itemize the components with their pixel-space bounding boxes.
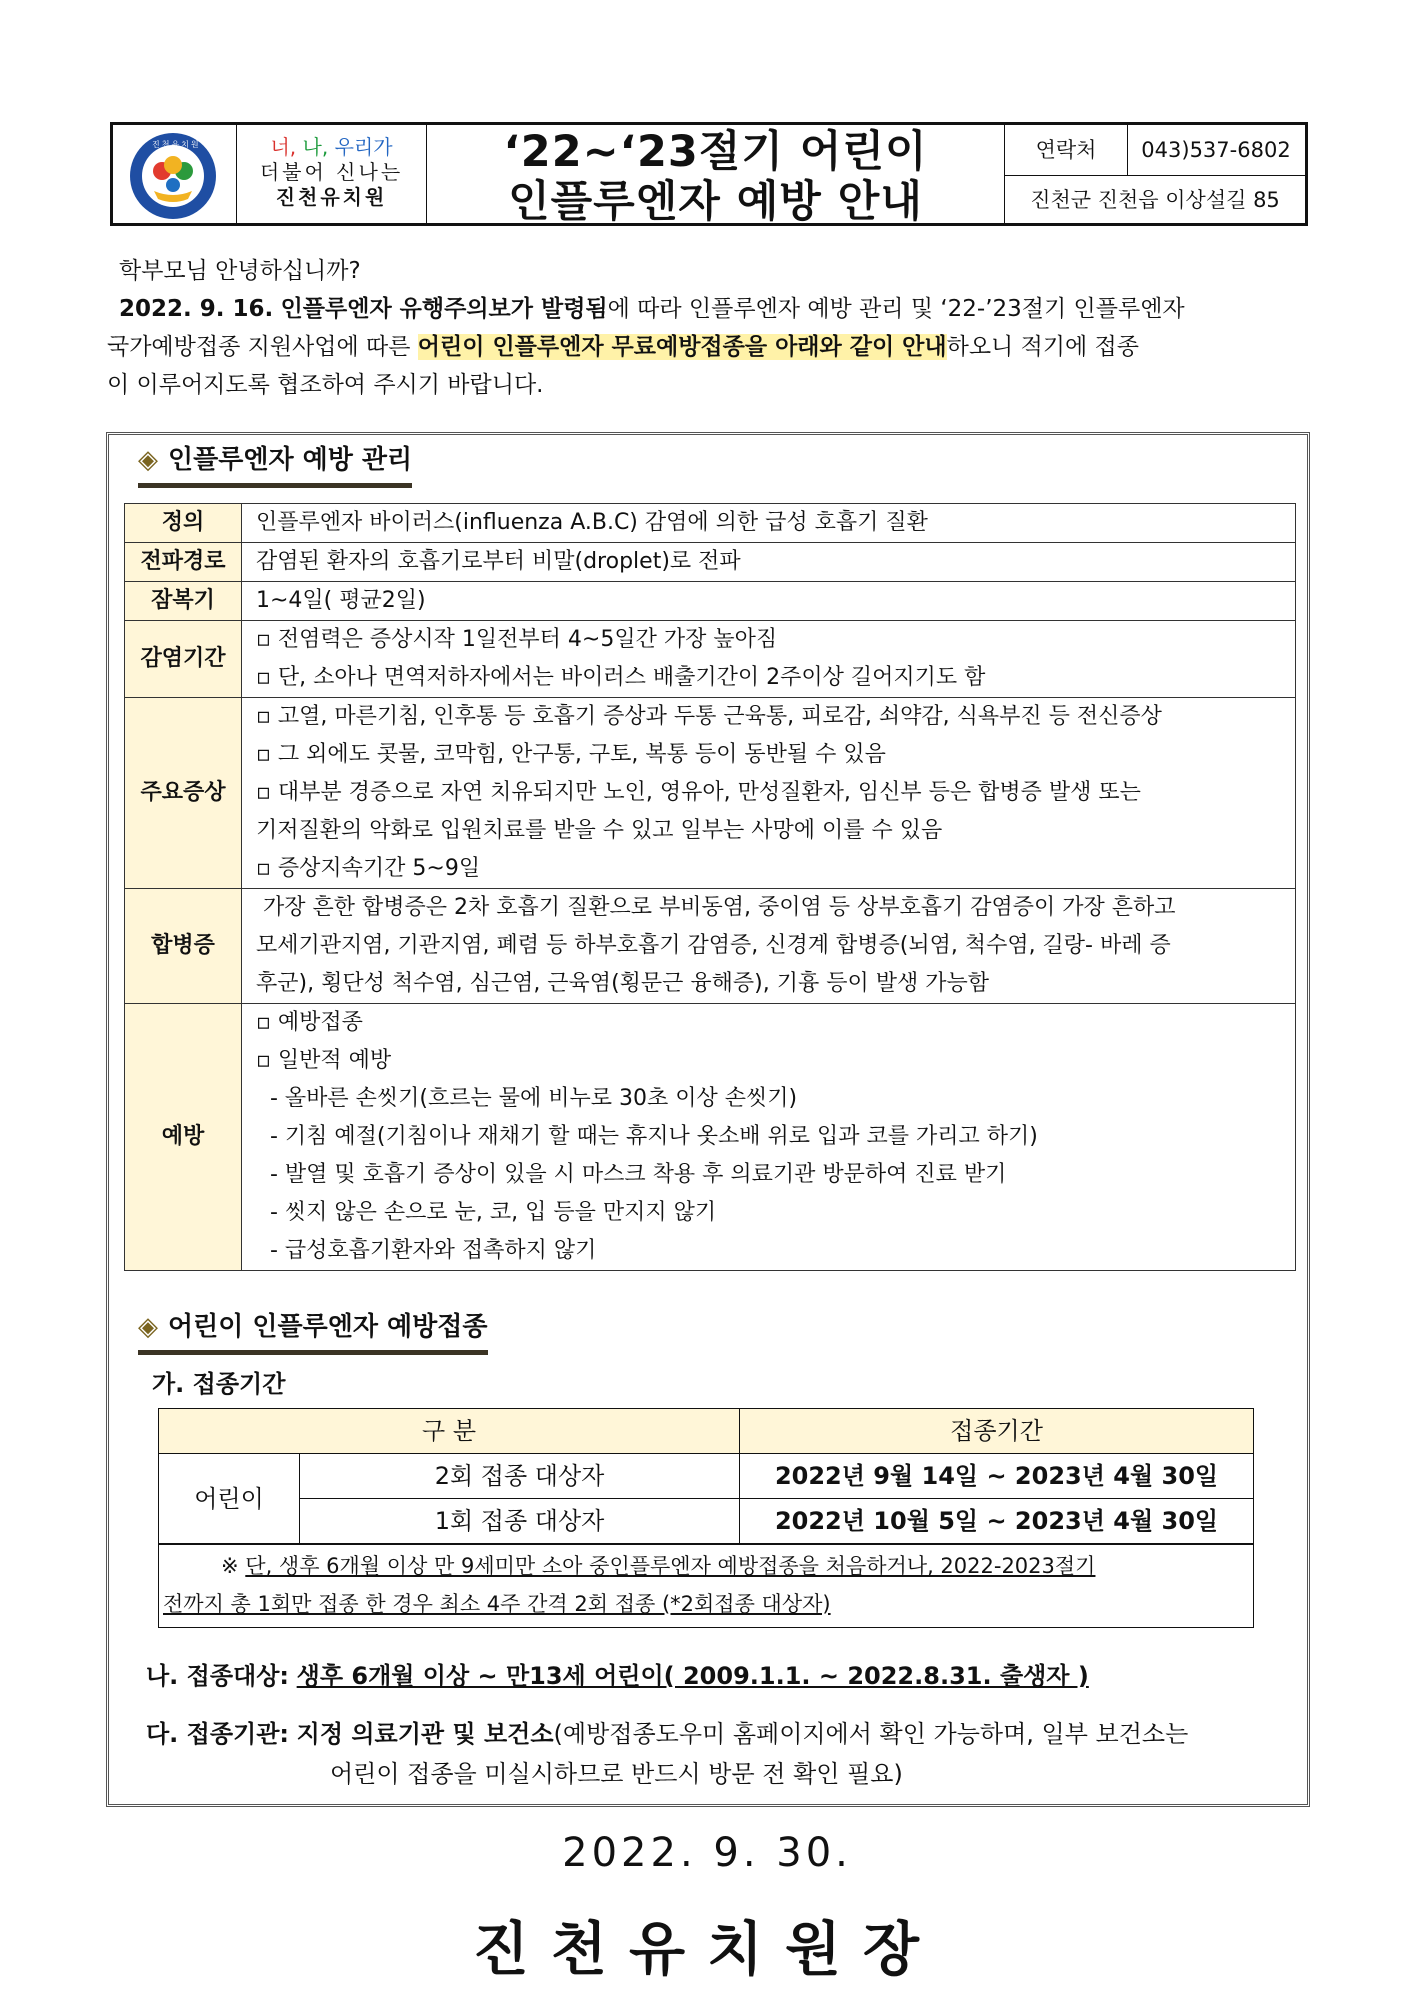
table-row xyxy=(125,504,1296,543)
content-line: 가장 흔한 합병증은 2차 호흡기 질환으로 부비동염, 중이염 등 상부호흡기 감염증이 가장 흔하고 xyxy=(256,895,1176,920)
row-content xyxy=(242,621,1296,698)
contact-phone: 043)537-6802 xyxy=(1141,138,1291,162)
note-line1 xyxy=(163,1547,1249,1585)
row-content xyxy=(242,543,1296,582)
section2-title xyxy=(138,1310,488,1355)
row1-label: 2회 접종 대상자 xyxy=(300,1454,740,1499)
institution-rest: (예방접종도우미 홈페이지에서 확인 가능하며, 일부 보건소는 xyxy=(553,1720,1189,1748)
address: 진천군 진천읍 이상설길 85 xyxy=(1030,188,1280,212)
table-row xyxy=(125,1004,1296,1271)
row-label: 감염기간 xyxy=(125,621,242,698)
sub-ga: 가. 접종기간 xyxy=(152,1370,286,1398)
institution-bold: 지정 의료기관 및 보건소 xyxy=(296,1720,554,1748)
intro-line2 xyxy=(107,328,1307,366)
header-table xyxy=(110,122,1308,226)
greeting: 학부모님 안녕하십니까? xyxy=(119,258,361,284)
intro xyxy=(107,252,1307,404)
content-line: 후군), 횡단성 척수염, 심근염, 근육염(횡문근 융해증), 기흉 등이 발생 가능함 xyxy=(256,971,989,996)
diamond-icon: ◈ xyxy=(138,445,158,475)
row-content xyxy=(242,1004,1296,1271)
institution-label: 다. 접종기관: xyxy=(146,1720,289,1748)
diamond-icon: ◈ xyxy=(138,1312,158,1342)
content-line: - 발열 및 호흡기 증상이 있을 시 마스크 착용 후 의료기관 방문하여 진료 받기 xyxy=(256,1162,1007,1187)
table-row xyxy=(159,1454,1254,1499)
intro-line1 xyxy=(107,290,1307,328)
table-row xyxy=(125,698,1296,889)
two-dose-note xyxy=(158,1544,1254,1628)
document-title xyxy=(427,125,1005,227)
content-line: 모세기관지염, 기관지염, 폐렴 등 하부호흡기 감염증, 신경계 합병증(뇌염, 척수염, 길랑- 바레 증 xyxy=(256,933,1171,958)
row-label: 주요증상 xyxy=(125,698,242,889)
vaccination-period-table xyxy=(158,1408,1254,1544)
target-value: 생후 6개월 이상 ~ 만13세 어린이( 2009.1.1. ~ 2022.8.31. 출생자 ) xyxy=(296,1662,1089,1690)
content-line: ▫ 일반적 예방 xyxy=(256,1048,392,1073)
row2-period: 2022년 10월 5일 ~ 2023년 4월 30일 xyxy=(740,1499,1254,1544)
contact-cell xyxy=(1005,125,1305,223)
content-line: - 씻지 않은 손으로 눈, 코, 입 등을 만지지 않기 xyxy=(256,1200,717,1225)
content-line: ▫ 대부분 경증으로 자연 치유되지만 노인, 영유아, 만성질환자, 임신부 등은 합병증 발생 또는 xyxy=(256,780,1141,805)
contact-row xyxy=(1005,125,1305,176)
note-line1-rest: 인플루엔자 예방접종을 처음하거나, 2022-2023절기 xyxy=(609,1554,1096,1578)
content-line: - 올바른 손씻기(흐르는 물에 비누로 30초 이상 손씻기) xyxy=(256,1086,798,1111)
content-line: ▫ 예방접종 xyxy=(256,1010,363,1035)
contact-label: 연락처 xyxy=(1005,125,1128,175)
note-underlined: 단, 생후 6개월 이상 만 9세미만 소아 중 xyxy=(245,1554,610,1578)
slogan-word-2: 나, xyxy=(302,135,329,159)
intro-rest1: 에 따라 인플루엔자 예방 관리 및 ‘22-’23절기 인플루엔자 xyxy=(607,296,1185,322)
header-period: 접종기간 xyxy=(740,1409,1254,1454)
row-label: 잠복기 xyxy=(125,582,242,621)
section2-title-text: 어린이 인플루엔자 예방접종 xyxy=(168,1312,488,1342)
row-label: 합병증 xyxy=(125,889,242,1004)
note-line2: 전까지 총 1회만 접종 한 경우 최소 4주 간격 2회 접종 (*2회접종 대상자) xyxy=(163,1592,831,1616)
slogan-line3: 진천유치원 xyxy=(275,185,388,209)
intro-line2-start: 국가예방접종 지원사업에 따른 xyxy=(107,334,411,360)
section1-title-text: 인플루엔자 예방 관리 xyxy=(168,445,413,475)
table-header-row xyxy=(159,1409,1254,1454)
slogan-word-1: 너, xyxy=(270,135,297,159)
institution-item xyxy=(146,1714,1286,1794)
section1-title xyxy=(138,443,412,488)
content-line: - 기침 예절(기침이나 재채기 할 때는 휴지나 옷소배 위로 입과 코를 가리고 하기) xyxy=(256,1124,1038,1149)
target-label: 나. 접종대상: xyxy=(146,1662,289,1690)
content-line: ▫ 증상지속기간 5~9일 xyxy=(256,856,481,881)
issue-date: 2022. 9. 30. xyxy=(562,1830,852,1876)
row-content xyxy=(242,582,1296,621)
row-content xyxy=(242,504,1296,543)
header-category: 구 분 xyxy=(159,1409,740,1454)
content-line: 1~4일( 평균2일) xyxy=(256,588,426,613)
table-row xyxy=(125,621,1296,698)
institution-line1 xyxy=(146,1714,1286,1754)
table-row xyxy=(125,889,1296,1004)
row2-label: 1회 접종 대상자 xyxy=(300,1499,740,1544)
title-line2: 인플루엔자 예방 안내 xyxy=(508,177,923,227)
target-item xyxy=(146,1656,1089,1696)
content-line: - 급성호흡기환자와 접촉하지 않기 xyxy=(256,1238,597,1263)
intro-line2-end: 하오니 적기에 접종 xyxy=(946,334,1139,360)
note-mark: ※ xyxy=(221,1554,239,1578)
table-row xyxy=(159,1499,1254,1544)
group-label: 어린이 xyxy=(159,1454,300,1544)
row-label: 전파경로 xyxy=(125,543,242,582)
content-line: 감염된 환자의 호흡기로부터 비말(droplet)로 전파 xyxy=(256,549,741,574)
intro-line3: 이 이루어지도록 협조하여 주시기 바랍니다. xyxy=(107,372,544,398)
table-row xyxy=(125,582,1296,621)
row-content xyxy=(242,698,1296,889)
intro-date: 2022. 9. 16. xyxy=(119,296,274,322)
institution-line2: 어린이 접종을 미실시하므로 반드시 방문 전 확인 필요) xyxy=(330,1760,903,1788)
slogan-line1 xyxy=(237,135,426,160)
logo-cell xyxy=(113,125,237,223)
row-label: 예방 xyxy=(125,1004,242,1271)
slogan-line2: 더불어 신나는 xyxy=(259,160,404,184)
influenza-info-table xyxy=(124,503,1296,1271)
content-line: ▫ 고열, 마른기침, 인후통 등 호흡기 증상과 두통 근육통, 피로감, 쇠약감, 식욕부진 등 전신증상 xyxy=(256,704,1162,729)
title-line1: ‘22~‘23절기 어린이 xyxy=(503,127,928,177)
content-line: 인플루엔자 바이러스(influenza A.B.C) 감염에 의한 급성 호흡기 질환 xyxy=(256,510,928,535)
kindergarten-logo-icon xyxy=(130,133,216,219)
content-line: ▫ 전염력은 증상시작 1일전부터 4~5일간 가장 높아짐 xyxy=(256,627,778,652)
row1-period: 2022년 9월 14일 ~ 2023년 4월 30일 xyxy=(740,1454,1254,1499)
row-label: 정의 xyxy=(125,504,242,543)
intro-bold: 인플루엔자 유행주의보가 발령됨 xyxy=(280,296,608,322)
row-content xyxy=(242,889,1296,1004)
content-line: 기저질환의 악화로 입원치료를 받을 수 있고 일부는 사망에 이를 수 있음 xyxy=(256,818,943,843)
logo-text: 진천유치원 xyxy=(152,140,201,149)
principal-signature: 진천유치원장 xyxy=(472,1915,942,1983)
content-line: ▫ 단, 소아나 면역저하자에서는 바이러스 배출기간이 2주이상 길어지기도 함 xyxy=(256,665,986,690)
slogan-cell xyxy=(237,125,427,223)
table-row xyxy=(125,543,1296,582)
intro-highlight: 어린이 인플루엔자 무료예방접종을 아래와 같이 안내 xyxy=(417,334,947,360)
slogan-word-3: 우리가 xyxy=(334,135,393,159)
content-line: ▫ 그 외에도 콧물, 코막힘, 안구통, 구토, 복통 등이 동반될 수 있음 xyxy=(256,742,886,767)
